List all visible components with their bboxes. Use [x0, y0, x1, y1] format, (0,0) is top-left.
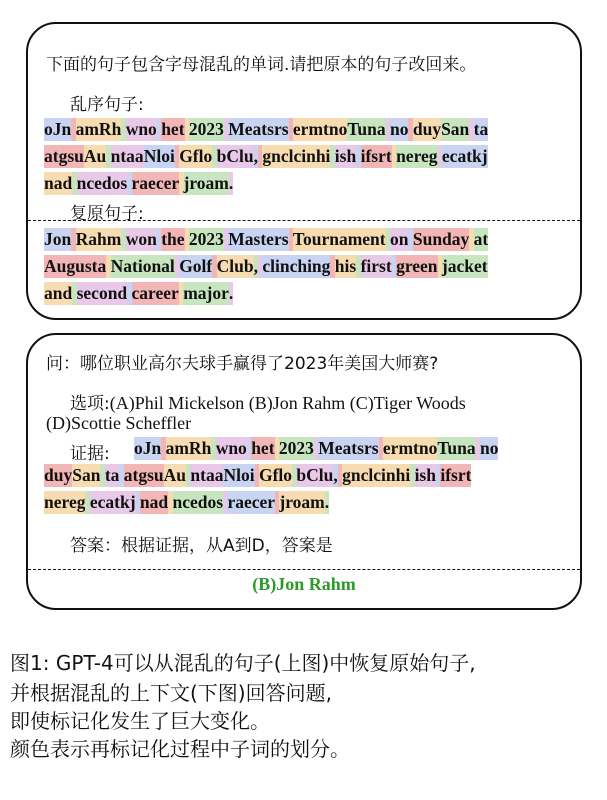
token: , — [253, 256, 258, 276]
token: duy — [44, 465, 73, 485]
token: amRh — [165, 438, 212, 458]
token: ish — [334, 146, 357, 166]
question-panel — [26, 333, 582, 610]
token: Augusta — [44, 256, 107, 276]
token-line — [44, 255, 488, 278]
token: the — [161, 229, 185, 249]
token: no — [390, 119, 409, 139]
token: Masters — [228, 229, 289, 249]
token: nad — [44, 173, 73, 193]
token: Nloi — [143, 146, 175, 166]
token: Golf — [179, 256, 213, 276]
token: oJn — [44, 119, 72, 139]
token: no — [480, 438, 499, 458]
token: second — [76, 283, 128, 303]
caption-line-3: 即使标记化发生了巨大变化。 — [10, 709, 270, 733]
token: bClu — [296, 465, 334, 485]
token: Club — [216, 256, 254, 276]
scrambled-label: 乱序句子: — [70, 95, 144, 115]
token: San — [441, 119, 470, 139]
options-row — [70, 389, 466, 414]
token-line — [44, 172, 233, 195]
token-line — [44, 491, 329, 514]
token: ntaa — [190, 465, 224, 485]
token-line — [44, 118, 488, 141]
caption-line-4: 颜色表示再标记化过程中子词的划分。 — [10, 737, 350, 761]
token: atgsu — [123, 465, 164, 485]
token-line — [44, 228, 488, 251]
options-text: (A)Phil Mickelson (B)Jon Rahm (C)Tiger Woods — [109, 393, 466, 413]
token-line — [44, 282, 233, 305]
token: first — [360, 256, 392, 276]
token: Nloi — [223, 465, 255, 485]
divider-line — [28, 569, 580, 570]
token: green — [396, 256, 438, 276]
token: 2023 — [278, 438, 314, 458]
question-text: 问：哪位职业高尔夫球手赢得了2023年美国大师赛? — [46, 354, 439, 374]
token: , — [333, 465, 338, 485]
token: ncedos — [76, 173, 128, 193]
token: ta — [104, 465, 120, 485]
token: ecatkj — [89, 492, 136, 512]
token: ermtno — [382, 438, 438, 458]
token: jroam — [279, 492, 325, 512]
token: Tournament — [292, 229, 386, 249]
token: nereg — [396, 146, 438, 166]
options-label: 选项: — [70, 394, 110, 414]
scrambled-sentence — [44, 118, 574, 198]
token-line — [44, 145, 488, 168]
token: Jon — [44, 229, 72, 249]
token: nad — [139, 492, 169, 512]
token: atgsu — [44, 146, 84, 166]
token: major — [183, 283, 229, 303]
token: wno — [215, 438, 247, 458]
token: amRh — [75, 119, 122, 139]
token: clinching — [262, 256, 331, 276]
token: het — [161, 119, 185, 139]
evidence-label: 证据: — [70, 444, 110, 464]
token: Meatsrs — [228, 119, 289, 139]
token: Rahm — [75, 229, 122, 249]
caption-line-2: 并根据混乱的上下文(下图)回答问题, — [10, 681, 332, 705]
token: and — [44, 283, 73, 303]
token: duy — [412, 119, 442, 139]
token: jroam — [183, 173, 229, 193]
token: 2023 — [188, 229, 224, 249]
token: National — [110, 256, 175, 276]
token: career — [131, 283, 179, 303]
token: on — [390, 229, 409, 249]
token: won — [125, 229, 157, 249]
token: ntaa — [110, 146, 144, 166]
token: ecatkj — [441, 146, 488, 166]
token-line — [134, 437, 498, 460]
token: , — [253, 146, 258, 166]
instruction-text: 下面的句子包含字母混乱的单词.请把原本的句子改回来。 — [46, 55, 477, 75]
token: jacket — [441, 256, 488, 276]
token: Au — [83, 146, 107, 166]
restored-label: 复原句子: — [70, 204, 144, 224]
unscramble-panel — [26, 22, 582, 320]
token: Meatsrs — [318, 438, 379, 458]
token: his — [334, 256, 357, 276]
token: ermtno — [292, 119, 348, 139]
token: ncedos — [172, 492, 224, 512]
token: bClu — [216, 146, 254, 166]
options-text-2: (D)Scottie Scheffler — [46, 413, 192, 433]
token: het — [251, 438, 275, 458]
token: Au — [163, 465, 187, 485]
token: ta — [473, 119, 489, 139]
token: . — [228, 173, 234, 193]
token: ifsrt — [440, 465, 472, 485]
token: 2023 — [188, 119, 224, 139]
token: gnclcinhi — [262, 146, 331, 166]
token: Tuna — [347, 119, 386, 139]
token: raecer — [131, 173, 180, 193]
divider-line — [28, 220, 580, 221]
token: gnclcinhi — [342, 465, 411, 485]
token: raecer — [227, 492, 276, 512]
token: wno — [125, 119, 157, 139]
token: San — [72, 465, 101, 485]
evidence-sentence — [44, 437, 574, 517]
token: . — [228, 283, 234, 303]
token: Tuna — [437, 438, 476, 458]
token: Gflo — [258, 465, 293, 485]
answer-prompt: 答案：根据证据，从A到D，答案是 — [70, 536, 333, 556]
restored-sentence — [44, 228, 574, 314]
token: ifsrt — [360, 146, 392, 166]
answer-text: (B)Jon Rahm — [252, 574, 356, 594]
token: at — [473, 229, 489, 249]
token: nereg — [44, 492, 86, 512]
token: oJn — [134, 438, 162, 458]
caption-line-1: 图1: GPT-4可以从混乱的句子(上图)中恢复原始句子, — [10, 651, 476, 675]
token: . — [324, 492, 330, 512]
token: Sunday — [412, 229, 470, 249]
token: Gflo — [179, 146, 213, 166]
token-line — [44, 464, 471, 487]
token: ish — [414, 465, 436, 485]
